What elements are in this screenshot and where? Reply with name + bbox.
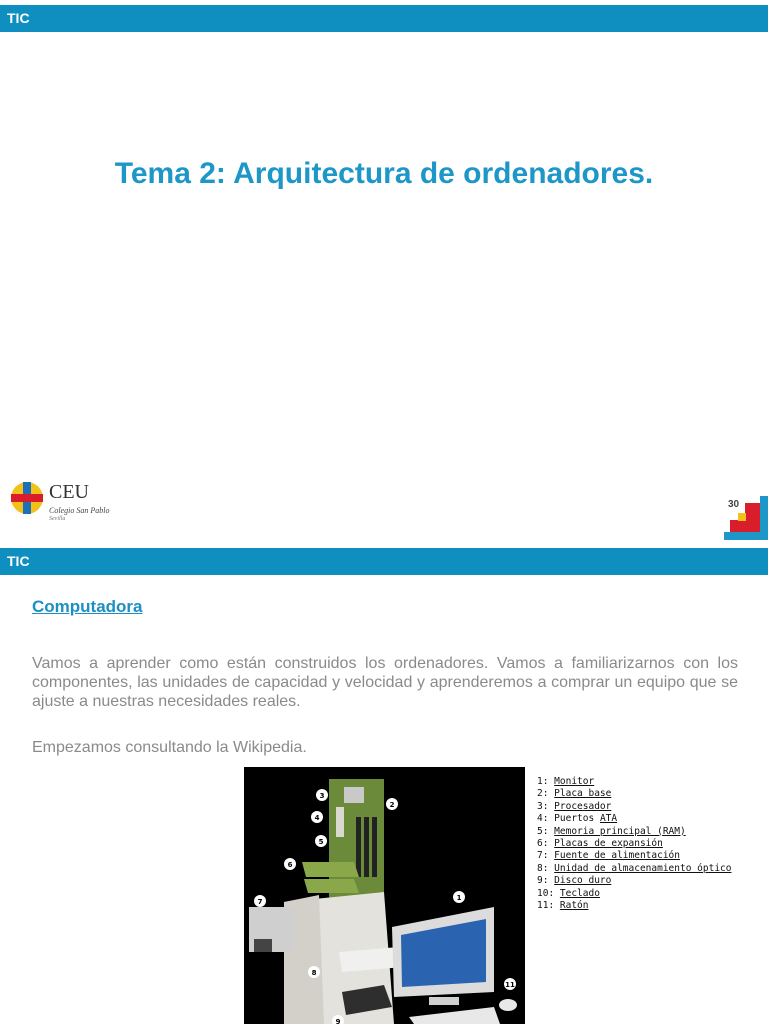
header-bar bbox=[0, 5, 768, 32]
wikipedia-paragraph: Empezamos consultando la Wikipedia. bbox=[32, 739, 307, 756]
legend-item bbox=[537, 900, 731, 912]
legend-item bbox=[537, 850, 731, 862]
legend-item bbox=[537, 776, 731, 788]
legend-item bbox=[537, 826, 731, 838]
ceu-logo bbox=[10, 481, 120, 522]
legend-number: 2: bbox=[537, 788, 555, 800]
legend-number: 9: bbox=[537, 875, 555, 887]
legend-number: 3: bbox=[537, 800, 555, 812]
marker-5: 5 bbox=[318, 838, 324, 846]
legend-prefix: Puertos bbox=[554, 813, 600, 825]
legend-number: 4: bbox=[537, 813, 555, 825]
legend-link[interactable]: Fuente de alimentación bbox=[554, 850, 681, 862]
slide-title: Tema 2: Arquitectura de ordenadores. bbox=[114, 157, 654, 190]
legend-item bbox=[537, 801, 731, 813]
legend-number: 6: bbox=[537, 838, 555, 850]
intro-paragraph: Vamos a aprender como están construidos los ordenadores. Vamos a familiarizarnos con los componentes, las unidades de capacidad y velocidad y aprenderemos a comprar un equipo que se ajuste a nuestras necesidades reales. bbox=[32, 655, 738, 710]
computer-components-image bbox=[244, 767, 525, 1024]
legend-link[interactable]: Procesador bbox=[554, 800, 612, 812]
marker-4: 4 bbox=[314, 814, 320, 822]
legend-item bbox=[537, 863, 731, 875]
legend-item bbox=[537, 888, 731, 900]
legend-link[interactable]: Ratón bbox=[559, 900, 589, 912]
legend-number: 8: bbox=[537, 862, 555, 874]
header-label: TIC bbox=[7, 10, 30, 26]
legend-number: 5: bbox=[537, 825, 555, 837]
header-label-2: TIC bbox=[7, 553, 30, 569]
logo-city: Sevilla bbox=[49, 516, 66, 522]
legend-link[interactable]: Memoria principal (RAM) bbox=[554, 825, 686, 837]
legend-item bbox=[537, 813, 731, 825]
marker-9: 9 bbox=[335, 1018, 341, 1024]
logo-name: CEU bbox=[49, 481, 89, 503]
legend-link[interactable]: Placa base bbox=[554, 788, 612, 800]
marker-11: 11 bbox=[505, 981, 515, 989]
marker-1: 1 bbox=[456, 894, 462, 902]
legend-link[interactable]: Unidad de almacenamiento óptico bbox=[554, 862, 732, 874]
legend-item bbox=[537, 875, 731, 887]
legend-number: 7: bbox=[537, 850, 555, 862]
page-number: 30 bbox=[728, 499, 740, 510]
marker-6: 6 bbox=[287, 861, 293, 869]
legend-item bbox=[537, 838, 731, 850]
legend-item bbox=[537, 788, 731, 800]
marker-2: 2 bbox=[389, 801, 395, 809]
computadora-link[interactable]: Computadora bbox=[32, 597, 143, 616]
legend-link[interactable]: ATA bbox=[599, 813, 618, 825]
legend-link[interactable]: Placas de expansión bbox=[554, 838, 663, 850]
header-bar-2 bbox=[0, 548, 768, 575]
legend-number: 1: bbox=[537, 776, 555, 787]
logo-subtitle: Colegio San Pablo bbox=[49, 506, 110, 515]
legend-link[interactable]: Teclado bbox=[559, 887, 600, 899]
legend-link[interactable]: Monitor bbox=[554, 776, 595, 787]
marker-7: 7 bbox=[257, 898, 263, 906]
component-legend bbox=[537, 776, 731, 912]
legend-number: 10: bbox=[537, 887, 560, 899]
marker-3: 3 bbox=[319, 792, 325, 800]
legend-number: 11: bbox=[537, 900, 560, 912]
computer-diagram bbox=[244, 767, 525, 1024]
ceu-cross-icon bbox=[10, 481, 44, 515]
legend-link[interactable]: Disco duro bbox=[554, 875, 612, 887]
marker-8: 8 bbox=[311, 969, 317, 977]
